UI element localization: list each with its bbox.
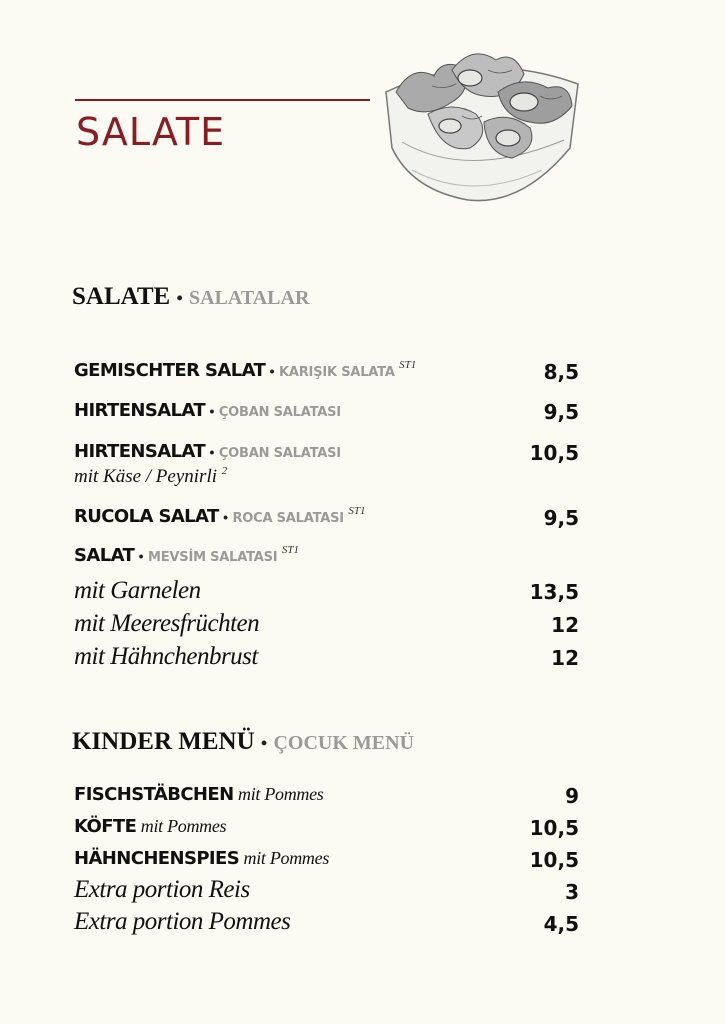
item-extra: mit Pommes: [140, 816, 227, 836]
menu-item: RUCOLA SALAT • ROCA SALATASI $^{ST1}$ 9,5: [74, 505, 579, 530]
item-price: 4,5: [543, 912, 579, 936]
option-row: [74, 610, 579, 640]
item-subtitle: KARIŞIK SALATA: [279, 365, 395, 380]
option-label: mit Meeresfrüchten: [74, 610, 260, 637]
section-heading-kinder: KINDER MENÜ • ÇOCUK MENÜ: [72, 728, 415, 755]
page-title: SALATE: [76, 110, 226, 154]
item-name: HÄHNCHENSPIES: [74, 848, 240, 869]
menu-item: [74, 848, 579, 872]
item-subtitle: MEVSİM SALATASI: [148, 550, 278, 565]
item-price: 10,5: [529, 848, 579, 872]
item-name: KÖFTE: [74, 816, 137, 837]
section-title: SALATE: [72, 283, 171, 310]
option-label: mit Garnelen: [74, 577, 201, 604]
item-footnote: ST1: [348, 505, 366, 517]
item-price: 10,5: [529, 441, 579, 465]
menu-item: [74, 908, 579, 938]
title-rule: [75, 99, 370, 101]
item-footnote: ST1: [399, 359, 417, 371]
item-price: 8,5: [543, 360, 579, 384]
item-name: HIRTENSALAT: [74, 441, 206, 462]
item-name: Extra portion Reis: [74, 876, 250, 903]
option-price: 12: [551, 646, 579, 670]
item-extra: mit Pommes: [238, 784, 324, 804]
item-footnote: 2: [221, 465, 228, 477]
item-name: HIRTENSALAT: [74, 400, 206, 421]
option-price: 12: [551, 613, 579, 637]
item-subtitle: ROCA SALATASI: [232, 511, 344, 526]
item-footnote: ST1: [281, 544, 299, 556]
section-title: KINDER MENÜ: [72, 728, 255, 755]
menu-item: HIRTENSALAT • ÇOBAN SALATASI 9,5: [74, 400, 579, 424]
item-price: 3: [565, 880, 579, 904]
section-heading-salate: SALATE • SALATALAR: [72, 283, 310, 310]
item-name: Extra portion Pommes: [74, 908, 291, 935]
item-name: GEMISCHTER SALAT: [74, 360, 266, 381]
item-subtitle: ÇOBAN SALATASI: [218, 446, 341, 461]
item-note-text: mit Käse / Peynirli: [74, 466, 218, 487]
option-row: [74, 643, 579, 673]
section-subtitle: ÇOCUK MENÜ: [273, 732, 415, 754]
item-price: 9,5: [543, 400, 579, 424]
section-subtitle: SALATALAR: [189, 287, 310, 309]
option-price: 13,5: [529, 580, 579, 604]
menu-item: GEMISCHTER SALAT • KARIŞIK SALATA $^{ST1}$ 8,5: [74, 359, 579, 384]
menu-item: SALAT • MEVSİM SALATASI $^{ST1}$: [74, 544, 299, 566]
menu-item: [74, 784, 579, 808]
item-price: 9: [565, 784, 579, 808]
salad-bowl-icon: [372, 30, 588, 210]
option-label: mit Hähnchenbrust: [74, 643, 258, 670]
item-name: FISCHSTÄBCHEN: [74, 784, 234, 805]
item-name: RUCOLA SALAT: [74, 506, 219, 527]
item-extra: mit Pommes: [243, 848, 330, 868]
menu-item: [74, 876, 579, 906]
item-note: [74, 466, 227, 488]
item-name: SALAT: [74, 545, 135, 566]
item-subtitle: ÇOBAN SALATASI: [218, 405, 341, 420]
option-row: [74, 577, 579, 607]
menu-item: HIRTENSALAT • ÇOBAN SALATASI 10,5: [74, 441, 579, 465]
item-price: 10,5: [529, 816, 579, 840]
menu-item: [74, 816, 579, 840]
item-price: 9,5: [543, 506, 579, 530]
